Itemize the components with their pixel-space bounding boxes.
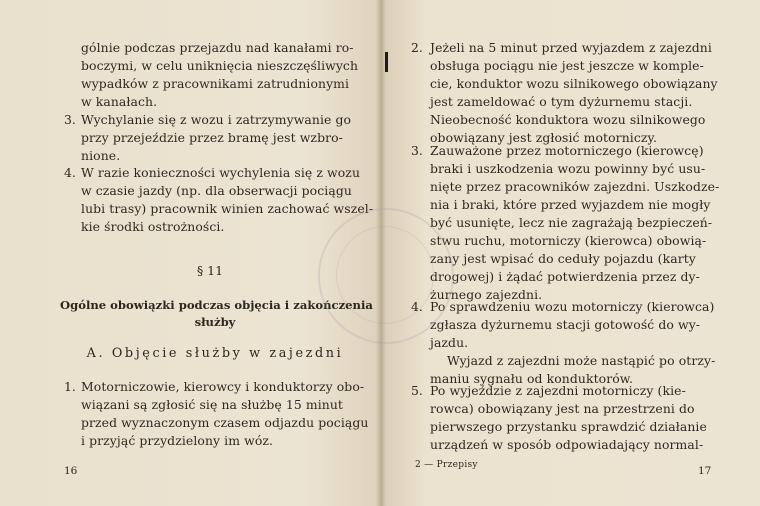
text-line: nia i braki, które przed wyjazdem nie mogły	[430, 197, 711, 212]
text-line: lubi trasy) pracownik winien zachować wszel-	[81, 201, 374, 216]
section-number: § 11	[197, 263, 223, 278]
text-line: w czasie jazdy (np. dla obserwacji pociągu	[81, 183, 352, 198]
item-number: 2.	[411, 40, 423, 55]
text-line: kie środki ostrożności.	[81, 219, 225, 234]
text-line: Po sprawdzeniu wozu motorniczy (kierowca)	[430, 299, 715, 314]
text-line: Zauważone przez motorniczego (kierowcę)	[430, 143, 704, 158]
text-line: boczymi, w celu uniknięcia nieszczęśliwych	[81, 58, 359, 73]
footer-note: 2 — Przepisy	[415, 460, 478, 470]
text-line: jazdu.	[430, 335, 469, 350]
text-line: drogowej) i żądać potwierdzenia przez dy-	[430, 269, 700, 284]
text-line: w kanałach.	[81, 94, 158, 109]
text-line: gólnie podczas przejazdu nad kanałami ro-	[81, 40, 354, 55]
text-line: Jeżeli na 5 minut przed wyjazdem z zajezdni	[430, 40, 712, 55]
text-line: stwu ruchu, motorniczy (kierowca) obowią-	[430, 233, 707, 248]
text-line: żurnego zajezdni.	[430, 287, 543, 302]
text-line: być usunięte, lecz nie zagrażają bezpieczeń-	[430, 215, 713, 230]
text-line: wiązani są zgłosić się na służbę 15 minut	[81, 397, 344, 412]
page-number: 16	[64, 465, 78, 477]
text-line: jest zameldować o tym dyżurnemu stacji.	[430, 94, 693, 109]
page-number: 17	[698, 465, 712, 477]
text-line: braki i uszkodzenia wozu powinny być usu-	[430, 161, 706, 176]
text-line: Motorniczowie, kierowcy i konduktorzy obo-	[81, 379, 365, 394]
text-line: wypadków z pracownikami zatrudnionymi	[81, 76, 350, 91]
watermark-stamp-inner	[336, 226, 434, 324]
text-line: cie, konduktor wozu silnikowego obowiązany	[430, 76, 718, 91]
text-line: obsługa pociągu nie jest jeszcze w komple-	[430, 58, 704, 73]
text-line: przy przejeździe przez bramę jest wzbro-	[81, 130, 343, 145]
text-line: Po wyjeździe z zajezdni motorniczy (kie-	[430, 383, 686, 398]
item-number: 4.	[411, 299, 423, 314]
subheading: A. Objęcie służby w zajezdni	[86, 346, 344, 361]
text-line: nione.	[81, 148, 121, 163]
text-line: Nieobecność konduktora wozu silnikowego	[430, 112, 706, 127]
text-line: urządzeń w sposób odpowiadający normal-	[430, 437, 704, 452]
section-heading: służby	[194, 315, 236, 329]
item-number: 5.	[411, 383, 423, 398]
text-line: zgłasza dyżurnemu stacji gotowość do wy-	[430, 317, 701, 332]
text-line: pierwszego przystanku sprawdzić działanie	[430, 419, 707, 434]
text-line: maniu sygnału od konduktorów.	[430, 371, 634, 386]
binding-mark	[385, 52, 388, 72]
text-line: przed wyznaczonym czasem odjazdu pociągu	[81, 415, 369, 430]
text-line: Wyjazd z zajezdni może nastąpić po otrzy-	[447, 353, 716, 368]
text-line: Wychylanie się z wozu i zatrzymywanie go	[81, 112, 352, 127]
text-line: zany jest wpisać do cedułу pojazdu (karty	[430, 251, 696, 266]
text-line: W razie konieczności wychylenia się z wozu	[81, 165, 361, 180]
section-heading: Ogólne obowiązki podczas objęcia i zakończenia	[60, 298, 373, 312]
text-line: obowiązany jest zgłosić motorniczy.	[430, 130, 658, 145]
text-line: rowca) obowiązany jest na przestrzeni do	[430, 401, 695, 416]
item-number: 3.	[411, 143, 423, 158]
item-number: 4.	[64, 165, 76, 180]
text-line: nięte przez pracowników zajezdni. Uszkodze-	[430, 179, 720, 194]
text-line: i przyjąć przydzielony im wóz.	[81, 433, 274, 448]
item-number: 3.	[64, 112, 76, 127]
item-number: 1.	[64, 379, 76, 394]
